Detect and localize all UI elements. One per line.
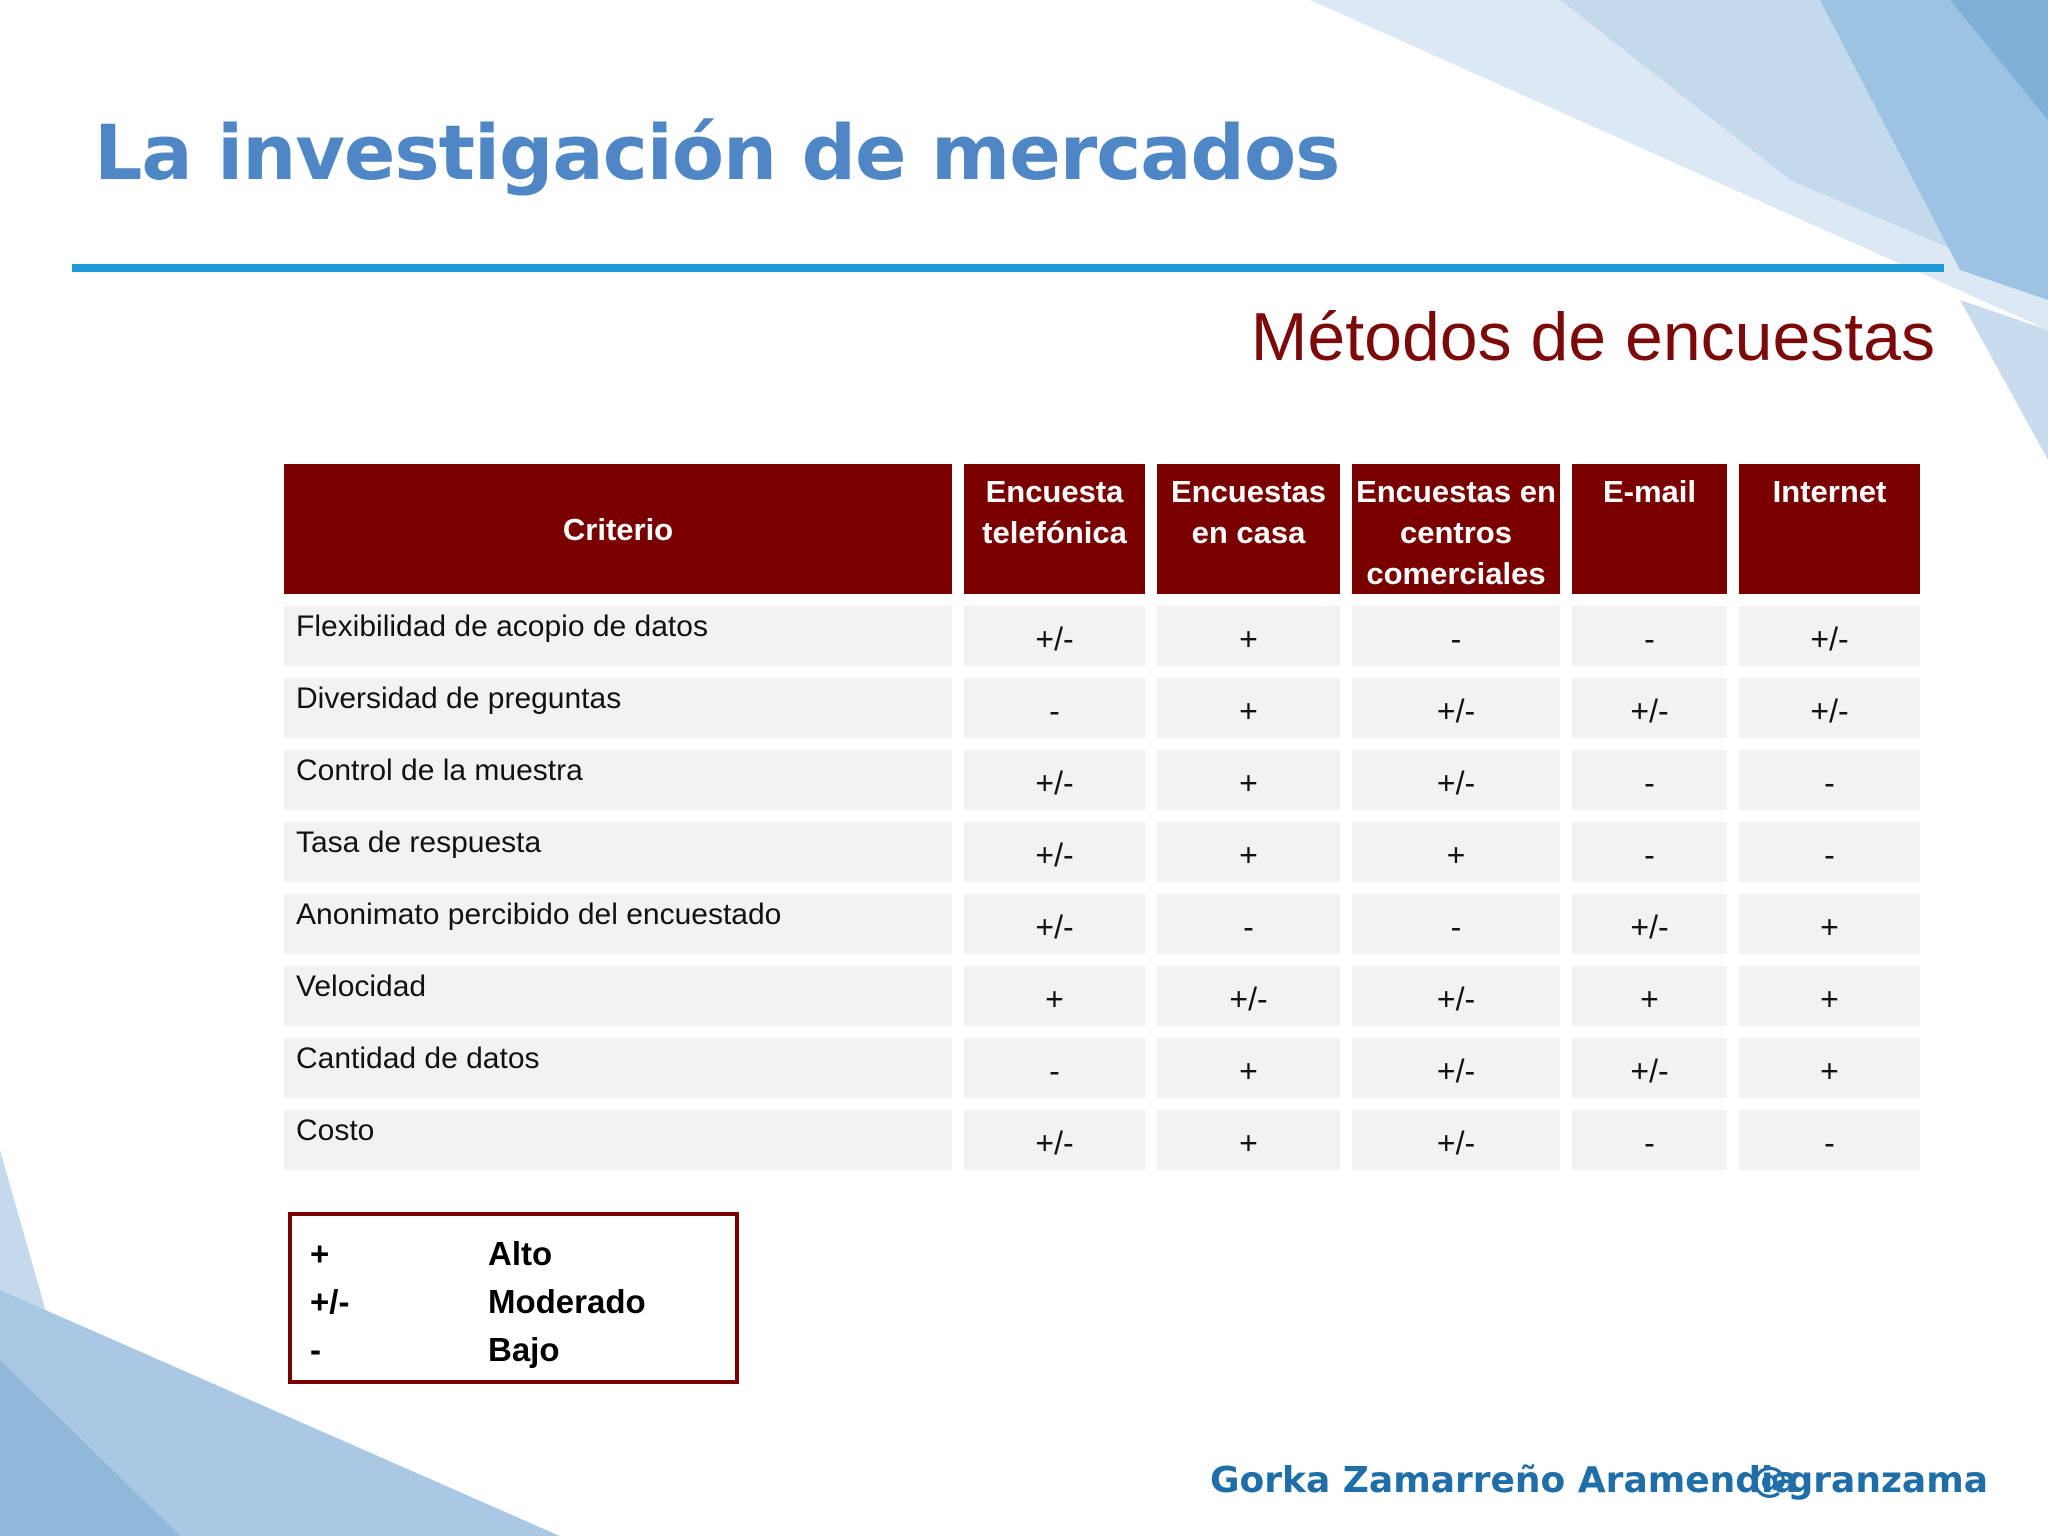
criterion-cell: Flexibilidad de acopio de datos xyxy=(284,606,952,666)
slide-title: La investigación de mercados xyxy=(94,108,1340,197)
legend-symbol: + xyxy=(310,1235,330,1272)
header-text-line: E-mail xyxy=(1602,474,1697,509)
table-header-cell xyxy=(1352,464,1560,594)
header-text-line: Encuesta xyxy=(985,474,1124,509)
legend-box xyxy=(288,1212,739,1384)
legend-label: Bajo xyxy=(488,1331,560,1368)
legend-label: Alto xyxy=(488,1235,553,1272)
table-header-cell xyxy=(1739,464,1920,594)
rating-cell: +/- xyxy=(1352,966,1560,1026)
rating-cell: +/- xyxy=(964,1110,1145,1170)
legend-row xyxy=(310,1230,735,1278)
rating-cell: +/- xyxy=(1352,750,1560,810)
rating-cell: + xyxy=(1157,750,1340,810)
criterion-cell: Costo xyxy=(284,1110,952,1170)
rating-cell: + xyxy=(964,966,1145,1026)
header-text-line: Internet xyxy=(1772,474,1887,509)
rating-cell: + xyxy=(1157,1038,1340,1098)
criterion-cell: Control de la muestra xyxy=(284,750,952,810)
rating-cell: +/- xyxy=(964,606,1145,666)
table-header-cell xyxy=(284,464,952,594)
legend-symbol: - xyxy=(310,1331,321,1368)
rating-cell: +/- xyxy=(1572,678,1727,738)
criterion-cell: Tasa de respuesta xyxy=(284,822,952,882)
rating-cell: - xyxy=(1739,750,1920,810)
rating-cell: +/- xyxy=(964,822,1145,882)
legend-row xyxy=(310,1326,735,1374)
criterion-cell: Diversidad de preguntas xyxy=(284,678,952,738)
legend-row xyxy=(310,1278,735,1326)
rating-cell: +/- xyxy=(1572,894,1727,954)
criterion-cell: Velocidad xyxy=(284,966,952,1026)
rating-cell: +/- xyxy=(1352,678,1560,738)
footer-author: Gorka Zamarreño Aramendia xyxy=(1210,1460,1798,1501)
rating-cell: +/- xyxy=(1157,966,1340,1026)
rating-cell: +/- xyxy=(1572,1038,1727,1098)
header-text-line: centros xyxy=(1400,515,1512,550)
rating-cell: - xyxy=(1739,1110,1920,1170)
rating-cell: + xyxy=(1157,678,1340,738)
slide-subtitle: Métodos de encuestas xyxy=(1250,299,1935,375)
legend-symbol: +/- xyxy=(310,1283,350,1320)
rating-cell: +/- xyxy=(1739,606,1920,666)
footer-handle: @granzama xyxy=(1751,1460,1988,1501)
rating-cell: - xyxy=(964,678,1145,738)
rating-cell: - xyxy=(1572,822,1727,882)
rating-cell: +/- xyxy=(1739,678,1920,738)
table-header-cell xyxy=(1157,464,1340,594)
rating-cell: +/- xyxy=(1352,1110,1560,1170)
rating-cell: + xyxy=(1157,606,1340,666)
legend-label: Moderado xyxy=(488,1283,646,1320)
header-text-line: comerciales xyxy=(1366,556,1546,591)
header-text-line: Encuestas en xyxy=(1356,474,1556,509)
rating-cell: - xyxy=(1352,894,1560,954)
table-header-cell xyxy=(964,464,1145,594)
rating-cell: - xyxy=(1572,1110,1727,1170)
rating-cell: + xyxy=(1739,894,1920,954)
header-text-line: telefónica xyxy=(982,515,1127,550)
rating-cell: + xyxy=(1157,1110,1340,1170)
header-text-line: Criterio xyxy=(562,511,674,547)
rating-cell: - xyxy=(1352,606,1560,666)
rating-cell: - xyxy=(964,1038,1145,1098)
rating-cell: + xyxy=(1739,1038,1920,1098)
header-text-line: Encuestas xyxy=(1170,474,1327,509)
rating-cell: + xyxy=(1352,822,1560,882)
rating-cell: + xyxy=(1157,822,1340,882)
header-text-line: en casa xyxy=(1191,515,1306,550)
rating-cell: - xyxy=(1572,750,1727,810)
rating-cell: +/- xyxy=(964,894,1145,954)
rating-cell: - xyxy=(1572,606,1727,666)
survey-methods-table xyxy=(284,464,1920,1170)
rating-cell: + xyxy=(1572,966,1727,1026)
criterion-cell: Cantidad de datos xyxy=(284,1038,952,1098)
title-divider xyxy=(72,264,1944,272)
rating-cell: - xyxy=(1739,822,1920,882)
table-header-cell xyxy=(1572,464,1727,594)
criterion-cell: Anonimato percibido del encuestado xyxy=(284,894,952,954)
rating-cell: +/- xyxy=(1352,1038,1560,1098)
rating-cell: + xyxy=(1739,966,1920,1026)
rating-cell: - xyxy=(1157,894,1340,954)
rating-cell: +/- xyxy=(964,750,1145,810)
